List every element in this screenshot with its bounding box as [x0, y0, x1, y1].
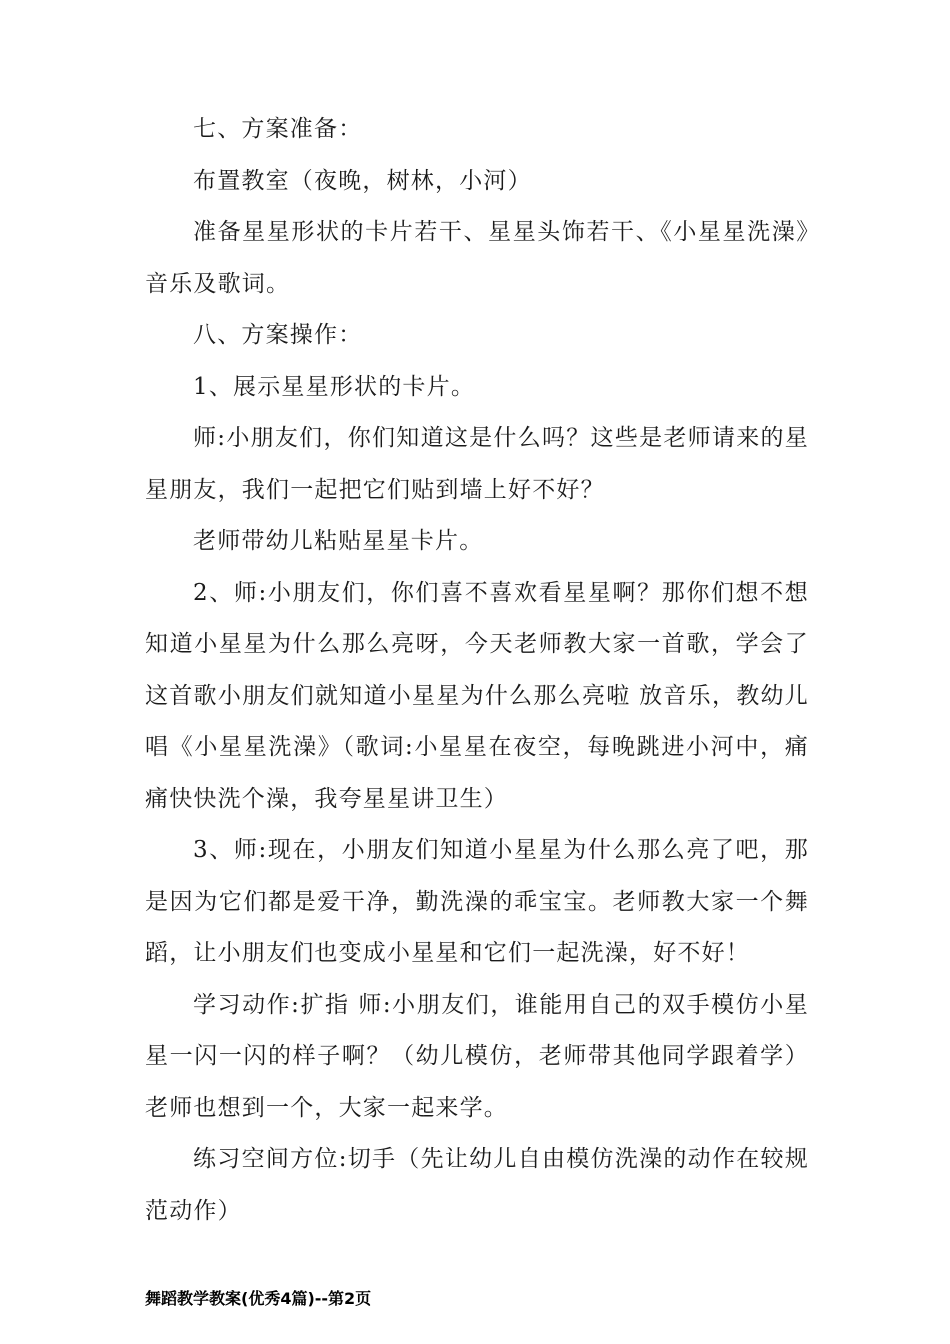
paragraph: 2、师:小朋友们，你们喜不喜欢看星星啊？那你们想不想知道小星星为什么那么亮呀，今天老师教大家一首歌，学会了这首歌小朋友们就知道小星星为什么那么亮啦 放音乐，教幼儿唱《小星星洗澡》（歌词:小星星在夜空，每晚跳进小河中，痛痛快快洗个澡，我夸星星讲卫生）	[145, 579, 809, 812]
paragraph: 师:小朋友们，你们知道这是什么吗？这些是老师请来的星星朋友，我们一起把它们贴到墙上好不好？	[145, 425, 809, 503]
paragraph: 3、师:现在，小朋友们知道小星星为什么那么亮了吧，那是因为它们都是爱干净，勤洗澡的乖宝宝。老师教大家一个舞蹈，让小朋友们也变成小星星和它们一起洗澡，好不好！	[145, 837, 809, 966]
paragraph: 老师带幼儿粘贴星星卡片。	[193, 528, 484, 554]
paragraph: 学习动作:扩指 师:小朋友们，谁能用自己的双手模仿小星星一闪一闪的样子啊？（幼儿模仿，老师带其他同学跟着学）老师也想到一个，大家一起来学。	[145, 991, 809, 1121]
paragraph: 准备星星形状的卡片若干、星星头饰若干、《小星星洗澡》音乐及歌词。	[145, 219, 809, 297]
section-heading-preparation: 七、方案准备：	[193, 116, 363, 142]
page-footer: 舞蹈教学教案(优秀4篇)--第2页	[145, 1289, 372, 1308]
paragraph: 练习空间方位:切手（先让幼儿自由模仿洗澡的动作在较规范动作）	[145, 1146, 809, 1224]
document-body	[145, 104, 809, 1237]
section-heading-operation: 八、方案操作：	[193, 322, 363, 348]
step-heading: 1、展示星星形状的卡片。	[193, 373, 476, 400]
paragraph: 布置教室（夜晚，树林，小河）	[193, 167, 532, 194]
